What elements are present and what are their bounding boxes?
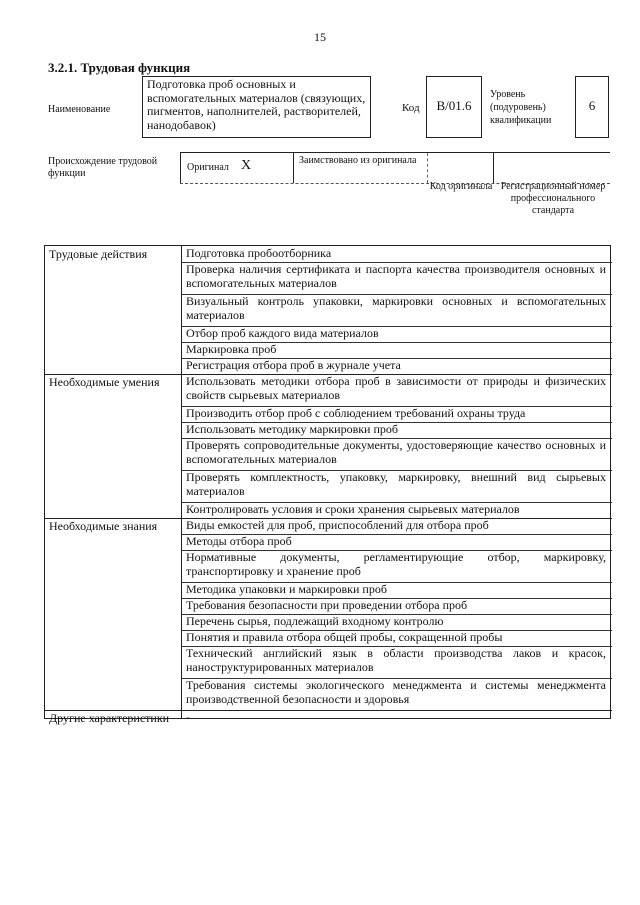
table-row: Понятия и правила отбора общей пробы, сокращенной пробы <box>186 630 503 644</box>
original-cell <box>180 153 294 183</box>
column-divider <box>181 246 182 718</box>
group-label: Трудовые действия <box>49 247 148 261</box>
table-row: Маркировка проб <box>186 342 277 356</box>
level-label-line: квалификации <box>490 115 552 126</box>
table-row: Регистрация отбора проб в журнале учета <box>186 358 401 372</box>
group-label: Необходимые умения <box>49 375 160 389</box>
group-label: Другие характеристики <box>49 711 170 725</box>
level-label <box>490 88 551 127</box>
section-title: 3.2.1. Трудовая функция <box>48 60 191 75</box>
code-value-box: В/01.6 <box>426 76 482 138</box>
level-label-line: Уровень <box>490 89 526 100</box>
original-mark: X <box>241 158 252 173</box>
table-row: Подготовка пробоотборника <box>186 246 332 260</box>
table-row: Использовать методику маркировки проб <box>186 422 399 436</box>
table-row: Проверять комплектность, упаковку, маркировку, внешний вид сырьевых материалов <box>186 470 606 498</box>
table-row: Виды емкостей для проб, приспособлений для отбора проб <box>186 518 489 532</box>
level-label-line: (подуровень) <box>490 102 546 113</box>
table-row: Использовать методики отбора проб в зависимости от природы и физических свойств сырьевых материалов <box>186 374 606 402</box>
table-row: Производить отбор проб с соблюдением требований охраны труда <box>186 406 526 420</box>
borrowed-label: Заимствовано из оригинала <box>299 155 417 166</box>
table-row: Нормативные документы, регламентирующие отбор, маркировку, транспортировку и хранение проб <box>186 550 606 578</box>
original-code-caption: Код оригинала <box>429 181 493 192</box>
table-row: Визуальный контроль упаковки, маркировки основных и вспомогательных материалов <box>186 294 606 322</box>
table-row: Проверка наличия сертификата и паспорта качества производителя основных и вспомогательных материалов <box>186 262 606 290</box>
borrowed-cell <box>294 153 428 183</box>
table-row: Контролировать условия и сроки хранения сырьевых материалов <box>186 502 520 516</box>
original-code-cell <box>428 153 494 183</box>
origin-label: Происхождение трудовой функции <box>48 156 158 179</box>
name-value-box: Подготовка проб основных и вспомогательных материалов (связующих, пигментов, наполнителей, растворителей, нанодобавок) <box>142 76 371 138</box>
page-number: 15 <box>314 30 326 44</box>
table-row: Перечень сырья, подлежащий входному контролю <box>186 614 444 628</box>
group-label: Необходимые знания <box>49 519 158 533</box>
origin-row <box>180 152 610 184</box>
level-value-box: 6 <box>575 76 609 138</box>
name-label: Наименование <box>48 104 111 115</box>
table-row: - <box>186 710 190 724</box>
reg-number-caption: Регистрационный номер профессионального стандарта <box>500 181 606 216</box>
original-label: Оригинал <box>187 162 229 173</box>
table-row: Требования безопасности при проведении отбора проб <box>186 598 468 612</box>
reg-number-cell <box>494 153 610 183</box>
table-row: Проверять сопроводительные документы, удостоверяющие качество основных и вспомогательных материалов <box>186 438 606 466</box>
table-row: Технический английский язык в области производства лаков и красок, наноструктурированных материалов <box>186 646 606 674</box>
function-table <box>44 245 611 725</box>
table-row: Требования системы экологического менеджмента и системы менеджмента производственной безопасности и здоровья <box>186 678 606 706</box>
table-row: Отбор проб каждого вида материалов <box>186 326 379 340</box>
table-row: Методы отбора проб <box>186 534 292 548</box>
code-label: Код <box>402 102 420 114</box>
table-row: Методика упаковки и маркировки проб <box>186 582 387 596</box>
